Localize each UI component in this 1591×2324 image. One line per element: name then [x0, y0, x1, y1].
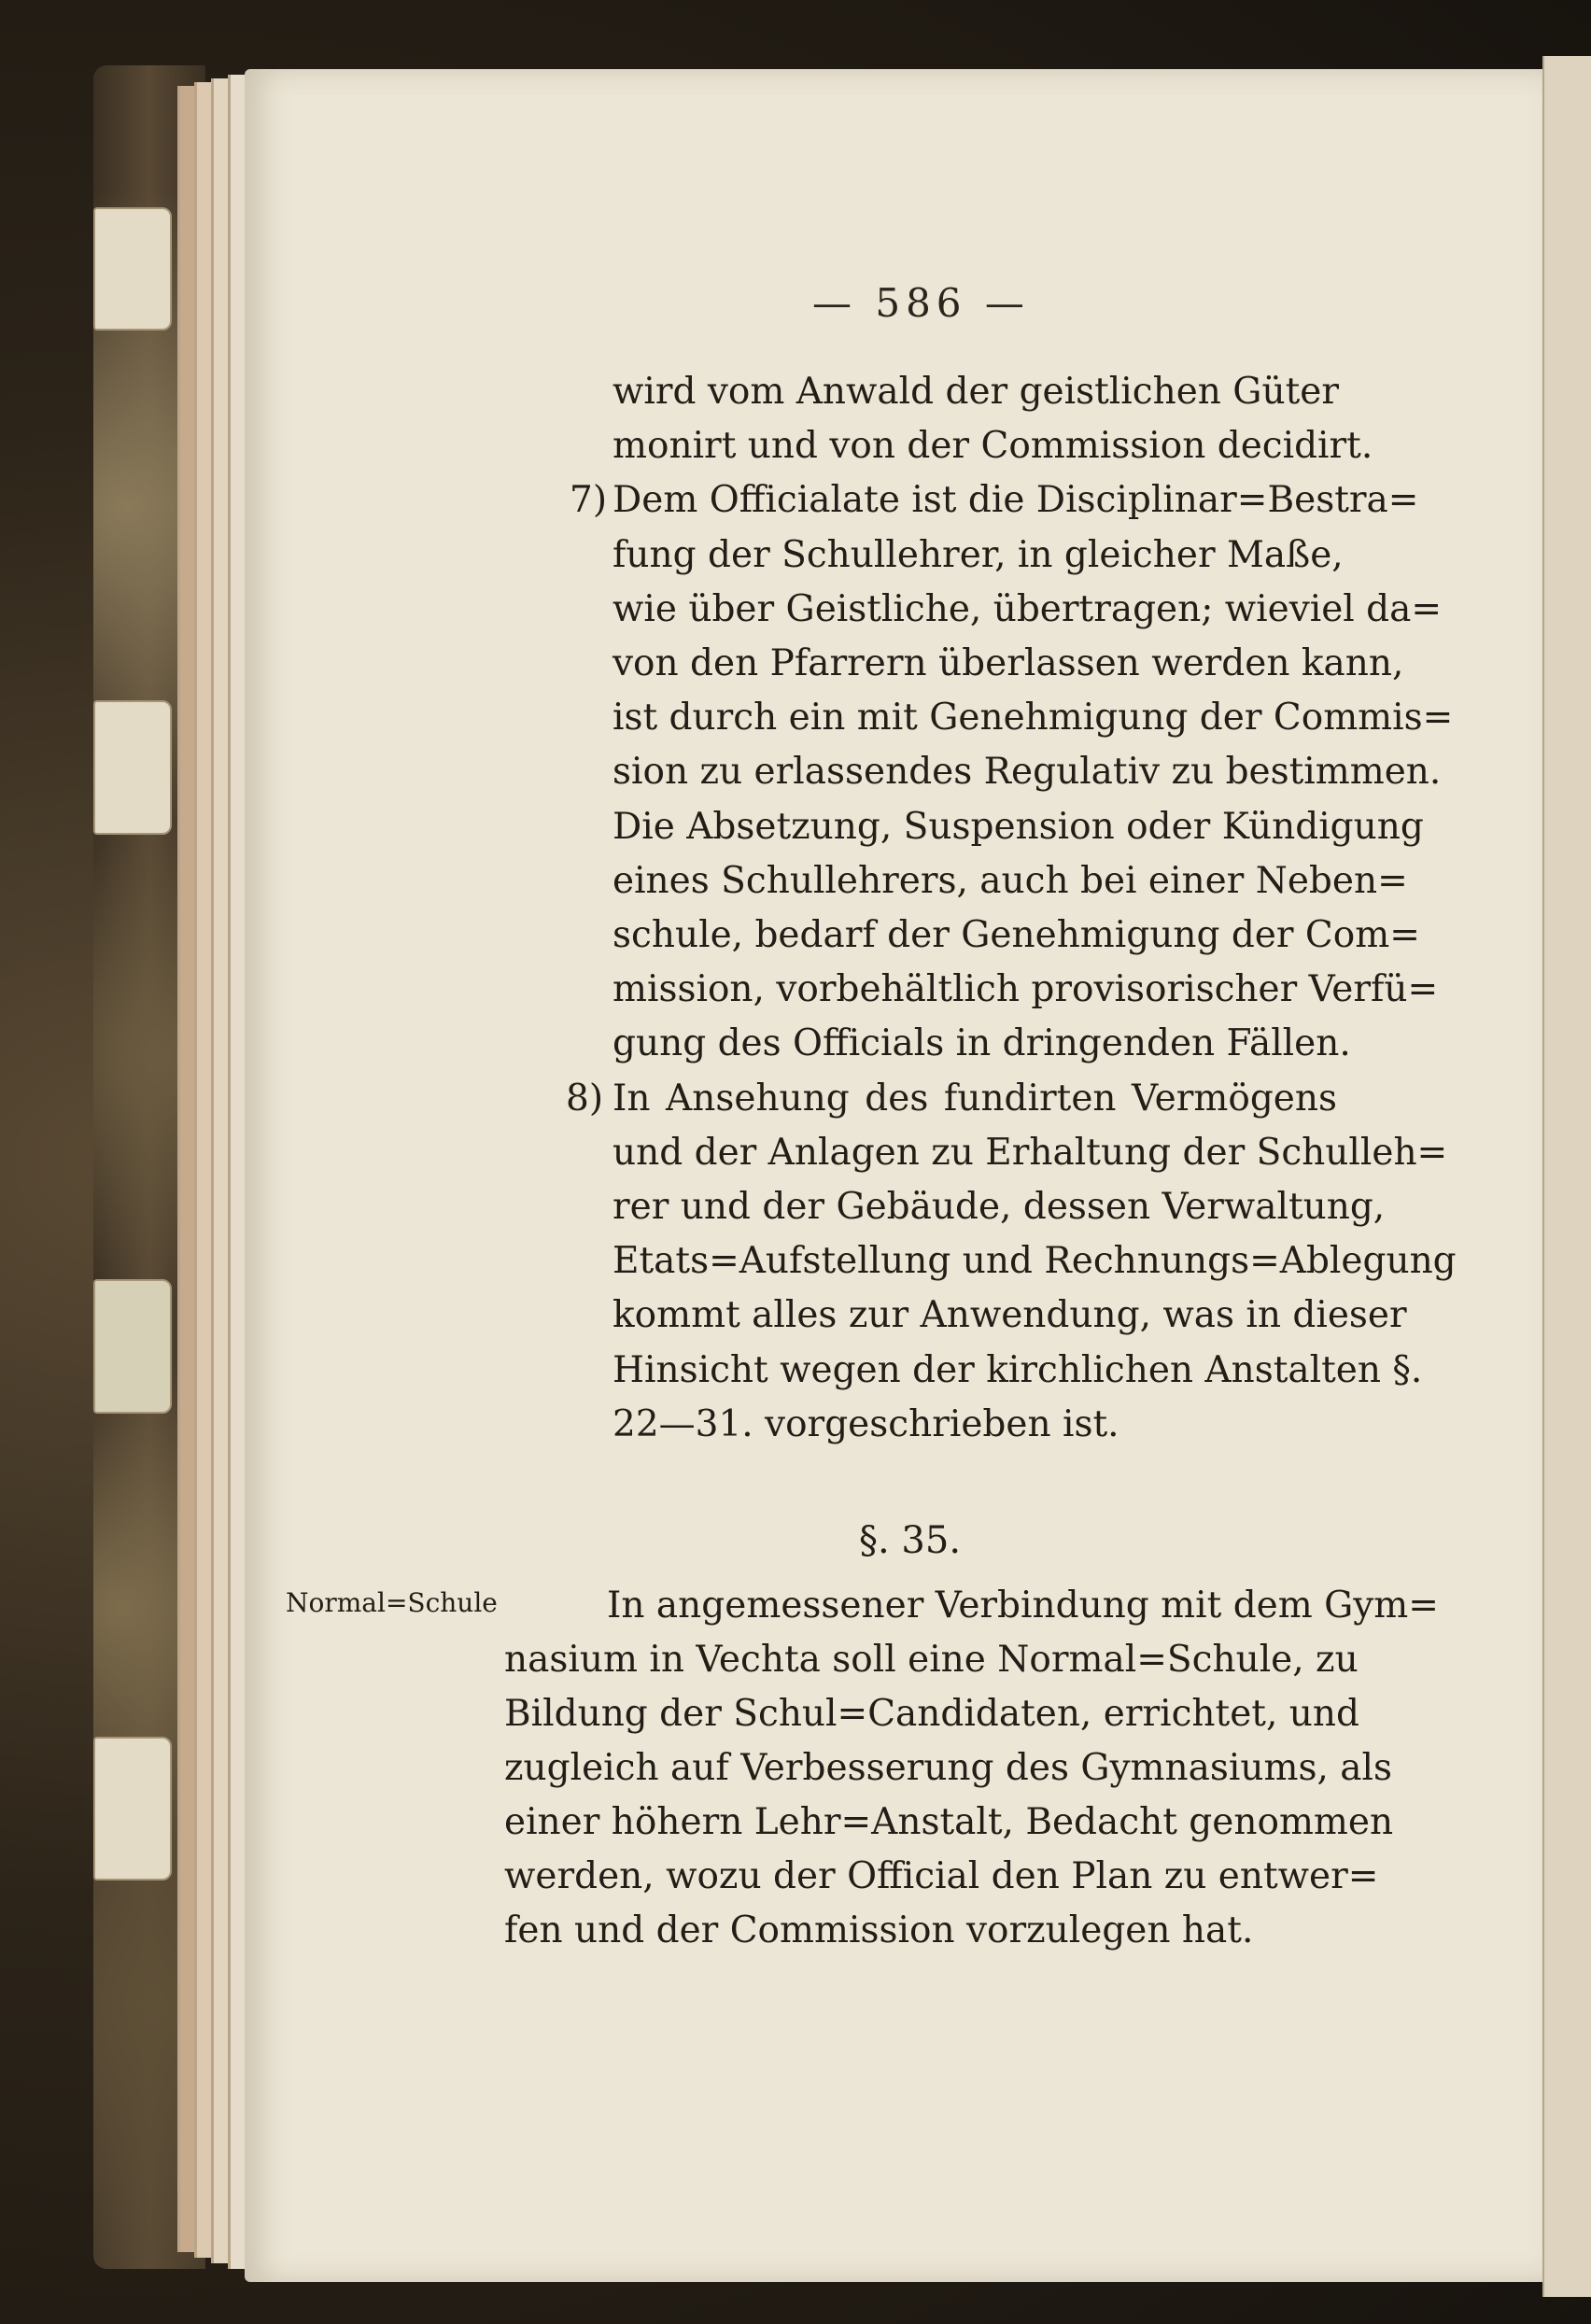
text-line: von den Pfarrern überlassen werden kann,	[612, 642, 1404, 684]
text-line: sion zu erlassendes Regulativ zu bestimmen.	[612, 751, 1442, 794]
text-line: Die Absetzung, Suspension oder Kündigung	[612, 805, 1424, 848]
text-line: nasium in Vechta soll eine Normal=Schule, zu	[504, 1639, 1359, 1681]
text-line: fung der Schullehrer, in gleicher Maße,	[612, 533, 1344, 576]
text-line: In Ansehung des fundirten Vermögens	[612, 1077, 1337, 1120]
text-line: ist durch ein mit Genehmigung der Commis=	[612, 697, 1454, 739]
text-line: Dem Officialate ist die Disciplinar=Bestra=	[612, 479, 1419, 522]
text-line: kommt alles zur Anwendung, was in dieser	[612, 1294, 1407, 1337]
text-line: 22—31. vorgeschrieben ist.	[612, 1402, 1119, 1445]
text-line: monirt und von der Commission decidirt.	[612, 425, 1373, 468]
text-line: rer und der Gebäude, dessen Verwaltung,	[612, 1186, 1386, 1228]
item-number: 7)	[570, 479, 608, 522]
text-line: und der Anlagen zu Erhaltung der Schulleh=	[612, 1131, 1448, 1174]
text-line: Bildung der Schul=Candidaten, errichtet, und	[504, 1693, 1359, 1735]
section-heading: §. 35.	[859, 1519, 962, 1562]
page-header: — 586 —	[812, 280, 1030, 326]
text-line: fen und der Commission vorzulegen hat.	[504, 1909, 1254, 1951]
text-line: mission, vorbehältlich provisorischer Verfü=	[612, 968, 1439, 1011]
page-tab	[93, 1737, 172, 1880]
text-line: gung des Officials in dringenden Fällen.	[612, 1022, 1351, 1065]
text-line: wie über Geistliche, übertragen; wieviel da=	[612, 587, 1443, 630]
text-line: zugleich auf Verbesserung des Gymnasiums, als	[504, 1747, 1393, 1789]
text-line: eines Schullehrers, auch bei einer Neben=	[612, 859, 1408, 902]
text-line: In angemessener Verbindung mit dem Gym=	[607, 1585, 1439, 1627]
text-line: wird vom Anwald der geistlichen Güter	[612, 371, 1339, 413]
text-line: Hinsicht wegen der kirchlichen Anstalten §.	[612, 1348, 1423, 1391]
item-number: 8)	[566, 1077, 604, 1120]
text-line: werden, wozu der Official den Plan zu entwer=	[504, 1855, 1379, 1897]
facing-page-edge	[1542, 56, 1591, 2297]
text-line: schule, bedarf der Genehmigung der Com=	[612, 914, 1420, 956]
page-tab	[93, 1279, 172, 1414]
page-tab	[93, 700, 172, 835]
page-tab	[93, 207, 172, 331]
margin-note: Normal=Schule	[286, 1587, 498, 1618]
text-line: einer höhern Lehr=Anstalt, Bedacht genommen	[504, 1801, 1394, 1843]
text-line: Etats=Aufstellung und Rechnungs=Ablegung	[612, 1240, 1457, 1283]
